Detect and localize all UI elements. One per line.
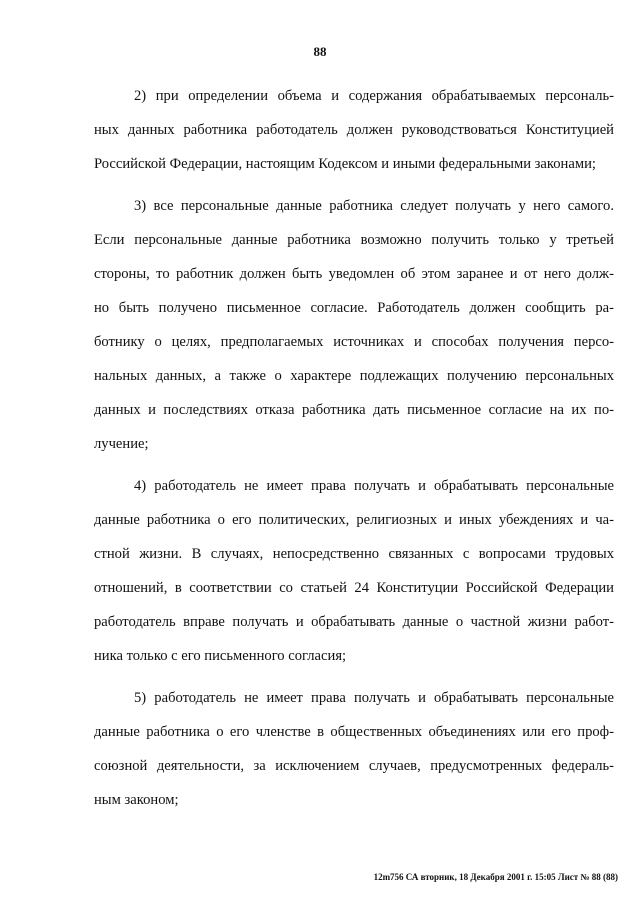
paragraph-gap bbox=[94, 461, 614, 469]
text-line: стной жизни. В случаях, непосредственно связанных с вопросами трудовых bbox=[94, 546, 614, 562]
body-text bbox=[94, 79, 614, 817]
text-line: данные работника о его политических, религиозных и иных убеждениях и ча- bbox=[94, 512, 614, 528]
text-line: ника только с его письменного согласия; bbox=[94, 648, 347, 664]
footer-stamp: 12m756 СА вторник, 18 Декабря 2001 г. 15:05 Лист № 88 (88) bbox=[373, 872, 618, 882]
page-number: 88 bbox=[313, 44, 327, 59]
text-line: но быть получено письменное согласие. Работодатель должен сообщить ра- bbox=[94, 300, 614, 316]
text-line: Российской Федерации, настоящим Кодексом и иными федеральными законами; bbox=[94, 156, 596, 172]
text-line: ным законом; bbox=[94, 792, 179, 808]
text-line: Если персональные данные работника возможно получить только у третьей bbox=[94, 232, 614, 248]
text-line: 5) работодатель не имеет права получать и обрабатывать персональные bbox=[134, 690, 614, 706]
text-line: нальных данных, а также о характере подлежащих получению персональных bbox=[94, 368, 614, 384]
text-line: отношений, в соответствии со статьей 24 Конституции Российской Федерации bbox=[94, 580, 614, 596]
text-line: союзной деятельности, за исключением случаев, предусмотренных федераль- bbox=[94, 758, 614, 774]
text-line: данные работника о его членстве в общественных объединениях или его проф- bbox=[94, 724, 614, 740]
text-line: лучение; bbox=[94, 436, 149, 452]
paragraph-gap bbox=[94, 673, 614, 681]
text-line: ботнику о целях, предполагаемых источниках и способах получения персо- bbox=[94, 334, 614, 350]
text-line: работодатель вправе получать и обрабатывать данные о частной жизни работ- bbox=[94, 614, 614, 630]
text-line: ных данных работника работодатель должен руководствоваться Конституцией bbox=[94, 122, 614, 138]
text-line: данных и последствиях отказа работника дать письменное согласие на их по- bbox=[94, 402, 614, 418]
text-line: стороны, то работник должен быть уведомлен об этом заранее и от него долж- bbox=[94, 266, 614, 282]
paragraph-gap bbox=[94, 181, 614, 189]
paragraph-item-4 bbox=[94, 469, 614, 673]
paragraph-item-2 bbox=[94, 79, 614, 181]
text-line: 4) работодатель не имеет права получать и обрабатывать персональные bbox=[134, 478, 614, 494]
text-line: 3) все персональные данные работника следует получать у него самого. bbox=[134, 198, 614, 214]
paragraph-item-5 bbox=[94, 681, 614, 817]
paragraph-item-3 bbox=[94, 189, 614, 461]
text-line: 2) при определении объема и содержания обрабатываемых персональ- bbox=[134, 88, 614, 104]
